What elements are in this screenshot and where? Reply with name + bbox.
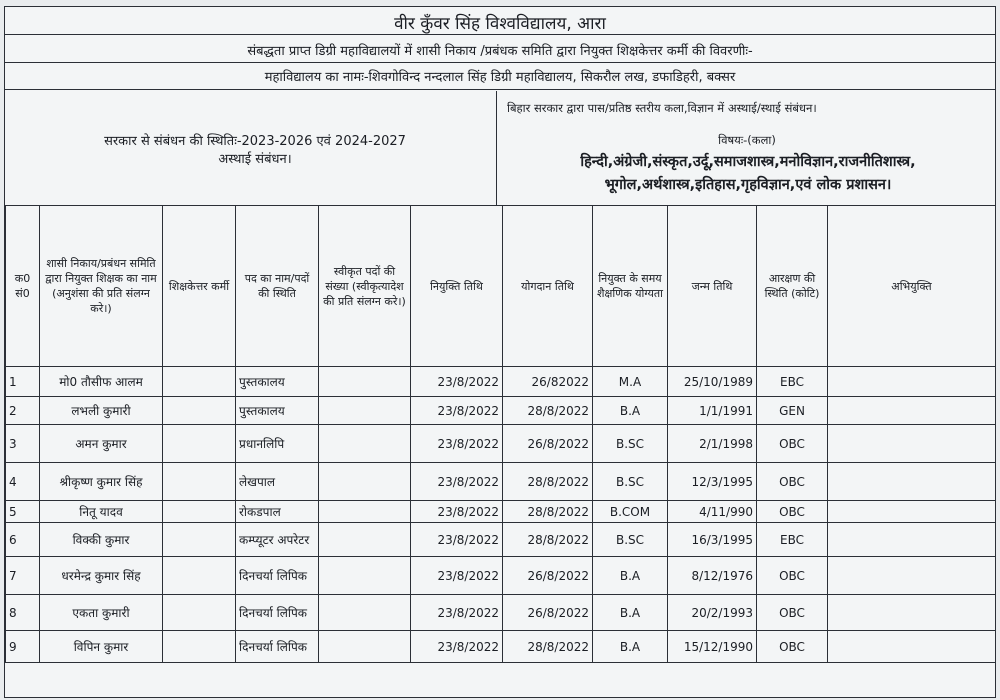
category-cell: OBC <box>757 557 828 595</box>
qualification-cell: B.A <box>593 631 668 663</box>
remarks-cell <box>828 631 996 663</box>
qualification-cell: M.A <box>593 367 668 397</box>
col-header-category: आरक्षण की स्थिति (कोटि) <box>757 206 828 367</box>
staff-cell <box>163 397 236 425</box>
serial-cell: 5 <box>6 501 40 523</box>
name-cell: नितू यादव <box>40 501 163 523</box>
name-cell: मो0 तौसीफ आलम <box>40 367 163 397</box>
col-header-serial: क0 सं0 <box>6 206 40 367</box>
post-cell: पुस्तकालय <box>236 367 319 397</box>
serial-cell: 9 <box>6 631 40 663</box>
qualification-cell: B.SC <box>593 463 668 501</box>
serial-cell: 4 <box>6 463 40 501</box>
category-cell: EBC <box>757 367 828 397</box>
appointment-date-cell: 23/8/2022 <box>411 501 503 523</box>
col-header-dob: जन्म तिथि <box>668 206 757 367</box>
joining-date-cell: 28/8/2022 <box>503 631 593 663</box>
qualification-cell: B.A <box>593 595 668 631</box>
appointment-date-cell: 23/8/2022 <box>411 631 503 663</box>
post-cell: लेखपाल <box>236 463 319 501</box>
staff-table <box>5 205 996 663</box>
category-cell: OBC <box>757 463 828 501</box>
joining-date-cell: 26/8/2022 <box>503 425 593 463</box>
table-header-row <box>6 206 996 367</box>
name-cell: विपिन कुमार <box>40 631 163 663</box>
status-line-1: सरकार से संबंधन की स्थितिः-2023-2026 एवं 2024-2027 <box>104 134 406 149</box>
remarks-cell <box>828 523 996 557</box>
remarks-cell <box>828 367 996 397</box>
table-row <box>6 367 996 397</box>
sanctioned-cell <box>319 557 411 595</box>
qualification-cell: B.A <box>593 557 668 595</box>
col-header-qualification: नियुक्त के समय शैक्षणिक योग्यता <box>593 206 668 367</box>
category-cell: OBC <box>757 631 828 663</box>
sanctioned-cell <box>319 397 411 425</box>
col-header-post: पद का नाम/पदों की स्थिति <box>236 206 319 367</box>
category-cell: OBC <box>757 595 828 631</box>
joining-date-cell: 28/8/2022 <box>503 397 593 425</box>
serial-cell: 3 <box>6 425 40 463</box>
sanctioned-cell <box>319 425 411 463</box>
joining-date-cell: 28/8/2022 <box>503 463 593 501</box>
status-line-2: अस्थाई संबंधन। <box>218 152 292 167</box>
staff-cell <box>163 631 236 663</box>
remarks-cell <box>828 397 996 425</box>
staff-cell <box>163 557 236 595</box>
university-title: वीर कुँवर सिंह विश्वविद्यालय, आरा <box>394 14 606 34</box>
remarks-cell <box>828 501 996 523</box>
dob-cell: 1/1/1991 <box>668 397 757 425</box>
dob-cell: 12/3/1995 <box>668 463 757 501</box>
table-row <box>6 595 996 631</box>
dob-cell: 20/2/1993 <box>668 595 757 631</box>
divider <box>5 34 995 35</box>
category-cell: GEN <box>757 397 828 425</box>
col-header-name: शासी निकाय/प्रबंधन समिति द्वारा नियुक्त शिक्षक का नाम (अनुशंसा की प्रति संलग्न करे।) <box>40 206 163 367</box>
col-header-remarks: अभियुक्ति <box>828 206 996 367</box>
remarks-cell <box>828 425 996 463</box>
joining-date-cell: 26/82022 <box>503 367 593 397</box>
table-row <box>6 631 996 663</box>
dob-cell: 2/1/1998 <box>668 425 757 463</box>
remarks-cell <box>828 463 996 501</box>
post-cell: प्रधानलिपि <box>236 425 319 463</box>
sanctioned-cell <box>319 367 411 397</box>
table-row <box>6 523 996 557</box>
subjects-panel <box>497 91 997 205</box>
name-cell: श्रीकृष्ण कुमार सिंह <box>40 463 163 501</box>
table-row <box>6 557 996 595</box>
qualification-cell: B.SC <box>593 425 668 463</box>
joining-date-cell: 28/8/2022 <box>503 523 593 557</box>
dob-cell: 8/12/1976 <box>668 557 757 595</box>
staff-cell <box>163 595 236 631</box>
post-cell: दिनचर्या लिपिक <box>236 595 319 631</box>
staff-cell <box>163 523 236 557</box>
table-row <box>6 425 996 463</box>
document-sheet <box>4 6 996 698</box>
appointment-date-cell: 23/8/2022 <box>411 557 503 595</box>
sanctioned-cell <box>319 631 411 663</box>
category-cell: OBC <box>757 425 828 463</box>
col-header-sanctioned: स्वीकृत पदों की संख्या (स्वीकृत्यादेश की प्रति संलग्न करे।) <box>319 206 411 367</box>
name-cell: एकता कुमारी <box>40 595 163 631</box>
dob-cell: 25/10/1989 <box>668 367 757 397</box>
recognition-note: बिहार सरकार द्वारा पास/प्रतिष्ठ स्तरीय कला,विज्ञान में अस्थाई/स्थाई संबंधन। <box>507 101 817 115</box>
divider <box>5 62 995 63</box>
table-row <box>6 463 996 501</box>
joining-date-cell: 26/8/2022 <box>503 557 593 595</box>
appointment-date-cell: 23/8/2022 <box>411 425 503 463</box>
sanctioned-cell <box>319 501 411 523</box>
serial-cell: 6 <box>6 523 40 557</box>
joining-date-cell: 28/8/2022 <box>503 501 593 523</box>
post-cell: दिनचर्या लिपिक <box>236 557 319 595</box>
post-cell: दिनचर्या लिपिक <box>236 631 319 663</box>
category-cell: OBC <box>757 501 828 523</box>
name-cell: लभली कुमारी <box>40 397 163 425</box>
appointment-date-cell: 23/8/2022 <box>411 595 503 631</box>
appointment-date-cell: 23/8/2022 <box>411 463 503 501</box>
subject-list: हिन्दी,अंग्रेजी,संस्कृत,उर्दू,समाजशास्त्र,मनोविज्ञान,राजनीतिशास्त्र, भूगोल,अर्थशास्त्र,इतिहास,गृहविज्ञान,एवं लोक प्रशासन। <box>580 154 916 193</box>
qualification-cell: B.SC <box>593 523 668 557</box>
document-subtitle: संबद्धता प्राप्त डिग्री महाविद्यालयों में शासी निकाय /प्रबंधक समिति द्वारा नियुक्त शिक्षकेत्तर कर्मी की विवरणीः- <box>247 44 753 59</box>
sanctioned-cell <box>319 523 411 557</box>
sanctioned-cell <box>319 463 411 501</box>
affiliation-status <box>15 133 495 169</box>
staff-cell <box>163 367 236 397</box>
category-cell: EBC <box>757 523 828 557</box>
name-cell: अमन कुमार <box>40 425 163 463</box>
dob-cell: 15/12/1990 <box>668 631 757 663</box>
serial-cell: 2 <box>6 397 40 425</box>
col-header-joining: योगदान तिथि <box>503 206 593 367</box>
post-cell: कम्प्यूटर अपरेटर <box>236 523 319 557</box>
staff-cell <box>163 463 236 501</box>
serial-cell: 7 <box>6 557 40 595</box>
col-header-appointment: नियुक्ति तिथि <box>411 206 503 367</box>
remarks-cell <box>828 557 996 595</box>
appointment-date-cell: 23/8/2022 <box>411 397 503 425</box>
col-header-staff: शिक्षकेत्तर कर्मी <box>163 206 236 367</box>
staff-cell <box>163 501 236 523</box>
staff-cell <box>163 425 236 463</box>
qualification-cell: B.A <box>593 397 668 425</box>
serial-cell: 8 <box>6 595 40 631</box>
appointment-date-cell: 23/8/2022 <box>411 523 503 557</box>
joining-date-cell: 26/8/2022 <box>503 595 593 631</box>
appointment-date-cell: 23/8/2022 <box>411 367 503 397</box>
remarks-cell <box>828 595 996 631</box>
serial-cell: 1 <box>6 367 40 397</box>
table-row <box>6 397 996 425</box>
post-cell: पुस्तकालय <box>236 397 319 425</box>
table-row <box>6 501 996 523</box>
dob-cell: 16/3/1995 <box>668 523 757 557</box>
college-name: महाविद्यालय का नामः-शिवगोविन्द नन्दलाल सिंह डिग्री महाविद्यालय, सिकरौल लख, डफाडिहरी, बक्सर <box>264 70 736 85</box>
post-cell: रोकडपाल <box>236 501 319 523</box>
name-cell: विक्की कुमार <box>40 523 163 557</box>
affiliation-status-panel <box>5 91 497 205</box>
name-cell: धरमेन्द्र कुमार सिंह <box>40 557 163 595</box>
sanctioned-cell <box>319 595 411 631</box>
qualification-cell: B.COM <box>593 501 668 523</box>
subject-label: विषयः-(कला) <box>718 133 776 147</box>
divider <box>5 89 995 90</box>
dob-cell: 4/11/990 <box>668 501 757 523</box>
